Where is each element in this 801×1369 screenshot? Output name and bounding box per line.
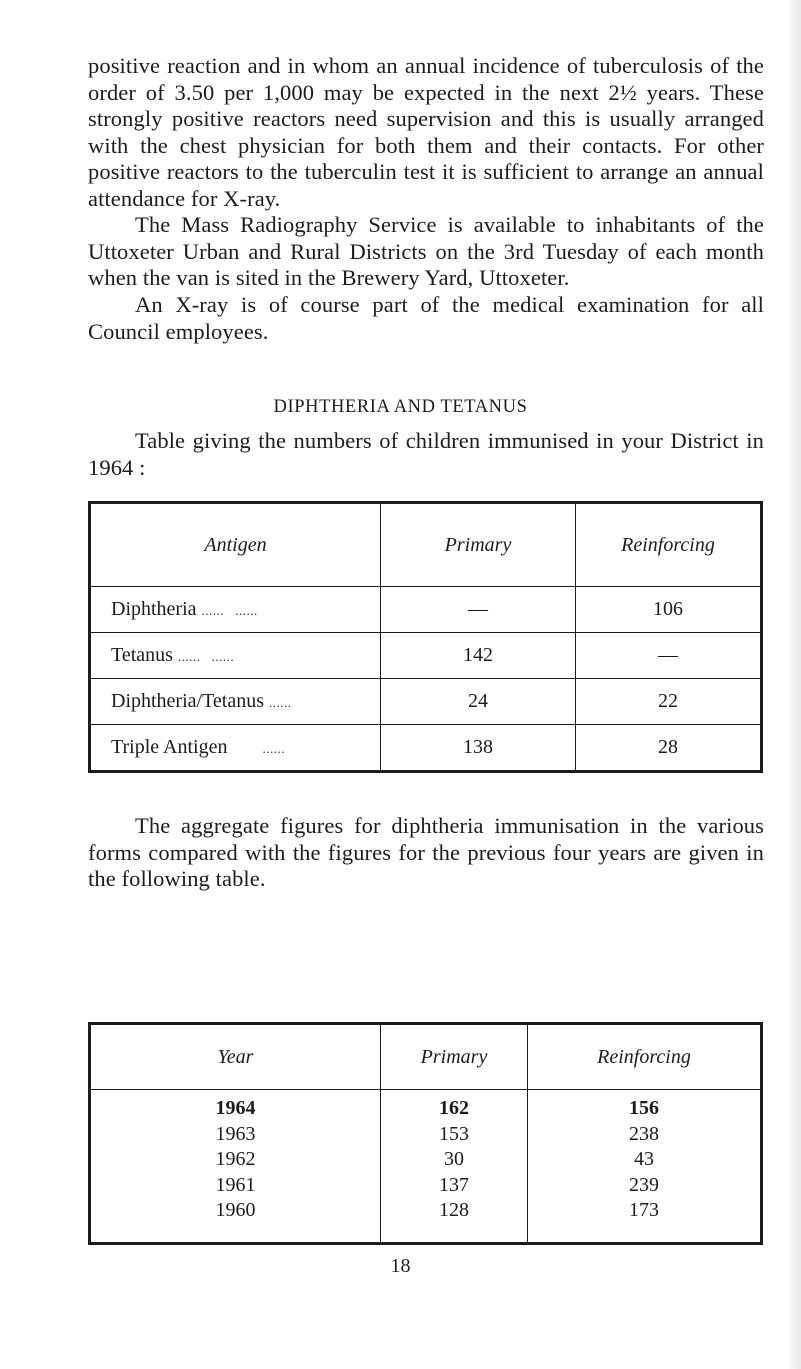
immunisation-table-1964: [88, 501, 763, 773]
year-column: [90, 1090, 381, 1244]
antigen-name: Diphtheria: [111, 598, 197, 620]
table-header-row: [90, 503, 762, 587]
reinforcing-cell: 43: [634, 1148, 654, 1170]
table-row: [90, 587, 762, 633]
table-header-row: [90, 1024, 762, 1090]
reinforcing-cell: 22: [576, 679, 762, 725]
column-header-antigen: Antigen: [90, 503, 381, 587]
antigen-name: Tetanus: [111, 644, 173, 666]
page-number: 18: [390, 1255, 411, 1277]
reinforcing-cell: 106: [576, 587, 762, 633]
immunisation-table-five-years: [88, 1022, 763, 1245]
antigen-name: Triple Antigen: [111, 736, 228, 758]
reinforcing-cell: 238: [629, 1122, 659, 1145]
year-cell: 1964: [215, 1097, 256, 1119]
reinforcing-cell: 156: [629, 1097, 659, 1119]
primary-cell: 137: [439, 1173, 469, 1196]
table-body-row: [90, 1090, 762, 1244]
paragraph-table-intro: Table giving the numbers of children immunised in your District in 1964 :: [88, 428, 764, 480]
paragraph-aggregate-intro: The aggregate figures for diphtheria immunisation in the various forms compared with the figures for the previous four years are given in the following table.: [88, 813, 764, 891]
primary-cell: —: [381, 587, 576, 633]
primary-cell: 30: [444, 1148, 464, 1170]
antigen-name: Diphtheria/Tetanus: [111, 690, 264, 712]
leader-dots: ...... ......: [201, 603, 258, 618]
column-header-reinforcing: Reinforcing: [576, 503, 762, 587]
antigen-cell: [90, 725, 381, 772]
paragraph-council-xray: An X-ray is of course part of the medical examination for all Council employees.: [88, 292, 764, 344]
primary-cell: 128: [439, 1199, 469, 1221]
year-cell: 1963: [215, 1122, 256, 1145]
primary-cell: 153: [439, 1122, 469, 1145]
primary-cell: 138: [381, 725, 576, 772]
column-header-primary: Primary: [381, 503, 576, 587]
reinforcing-cell: 28: [576, 725, 762, 772]
paragraph-mass-radiography: The Mass Radiography Service is available to inhabitants of the Uttoxeter Urban and Rural Districts on the 3rd Tuesday of each month when the van is sited in the Brewery Yard, Uttoxeter.: [88, 212, 764, 290]
table-row: [90, 633, 762, 679]
column-header-primary: Primary: [381, 1024, 528, 1090]
year-cell: 1960: [215, 1199, 256, 1221]
leader-dots: ...... ......: [177, 649, 235, 664]
year-cell: 1962: [215, 1148, 256, 1170]
primary-cell: 162: [439, 1097, 469, 1119]
section-heading: DIPHTHERIA AND TETANUS: [273, 397, 528, 417]
leader-dots: ......: [262, 741, 285, 756]
reinforcing-column: [528, 1090, 762, 1244]
page-edge-shadow: [787, 0, 801, 1369]
year-cell: 1961: [215, 1173, 256, 1196]
reinforcing-cell: —: [576, 633, 762, 679]
column-header-year: Year: [90, 1024, 381, 1090]
column-header-reinforcing: Reinforcing: [528, 1024, 762, 1090]
table-row: [90, 679, 762, 725]
paragraph-tuberculosis: positive reaction and in whom an annual incidence of tuberculosis of the order of 3.50 per 1,000 may be expected in the next 2½ years. These strongly positive reactors need supervision and this is usually arranged with the chest physician for both them and their contacts. For other positive reactors to the tuberculin test it is sufficient to arrange an annual attendance for X-ray.: [88, 53, 764, 211]
reinforcing-cell: 239: [629, 1173, 659, 1196]
primary-column: [381, 1090, 528, 1244]
antigen-cell: [90, 679, 381, 725]
reinforcing-cell: 173: [629, 1199, 659, 1221]
antigen-cell: [90, 633, 381, 679]
primary-cell: 142: [381, 633, 576, 679]
leader-dots: ......: [269, 695, 292, 710]
antigen-cell: [90, 587, 381, 633]
table-row: [90, 725, 762, 772]
primary-cell: 24: [381, 679, 576, 725]
